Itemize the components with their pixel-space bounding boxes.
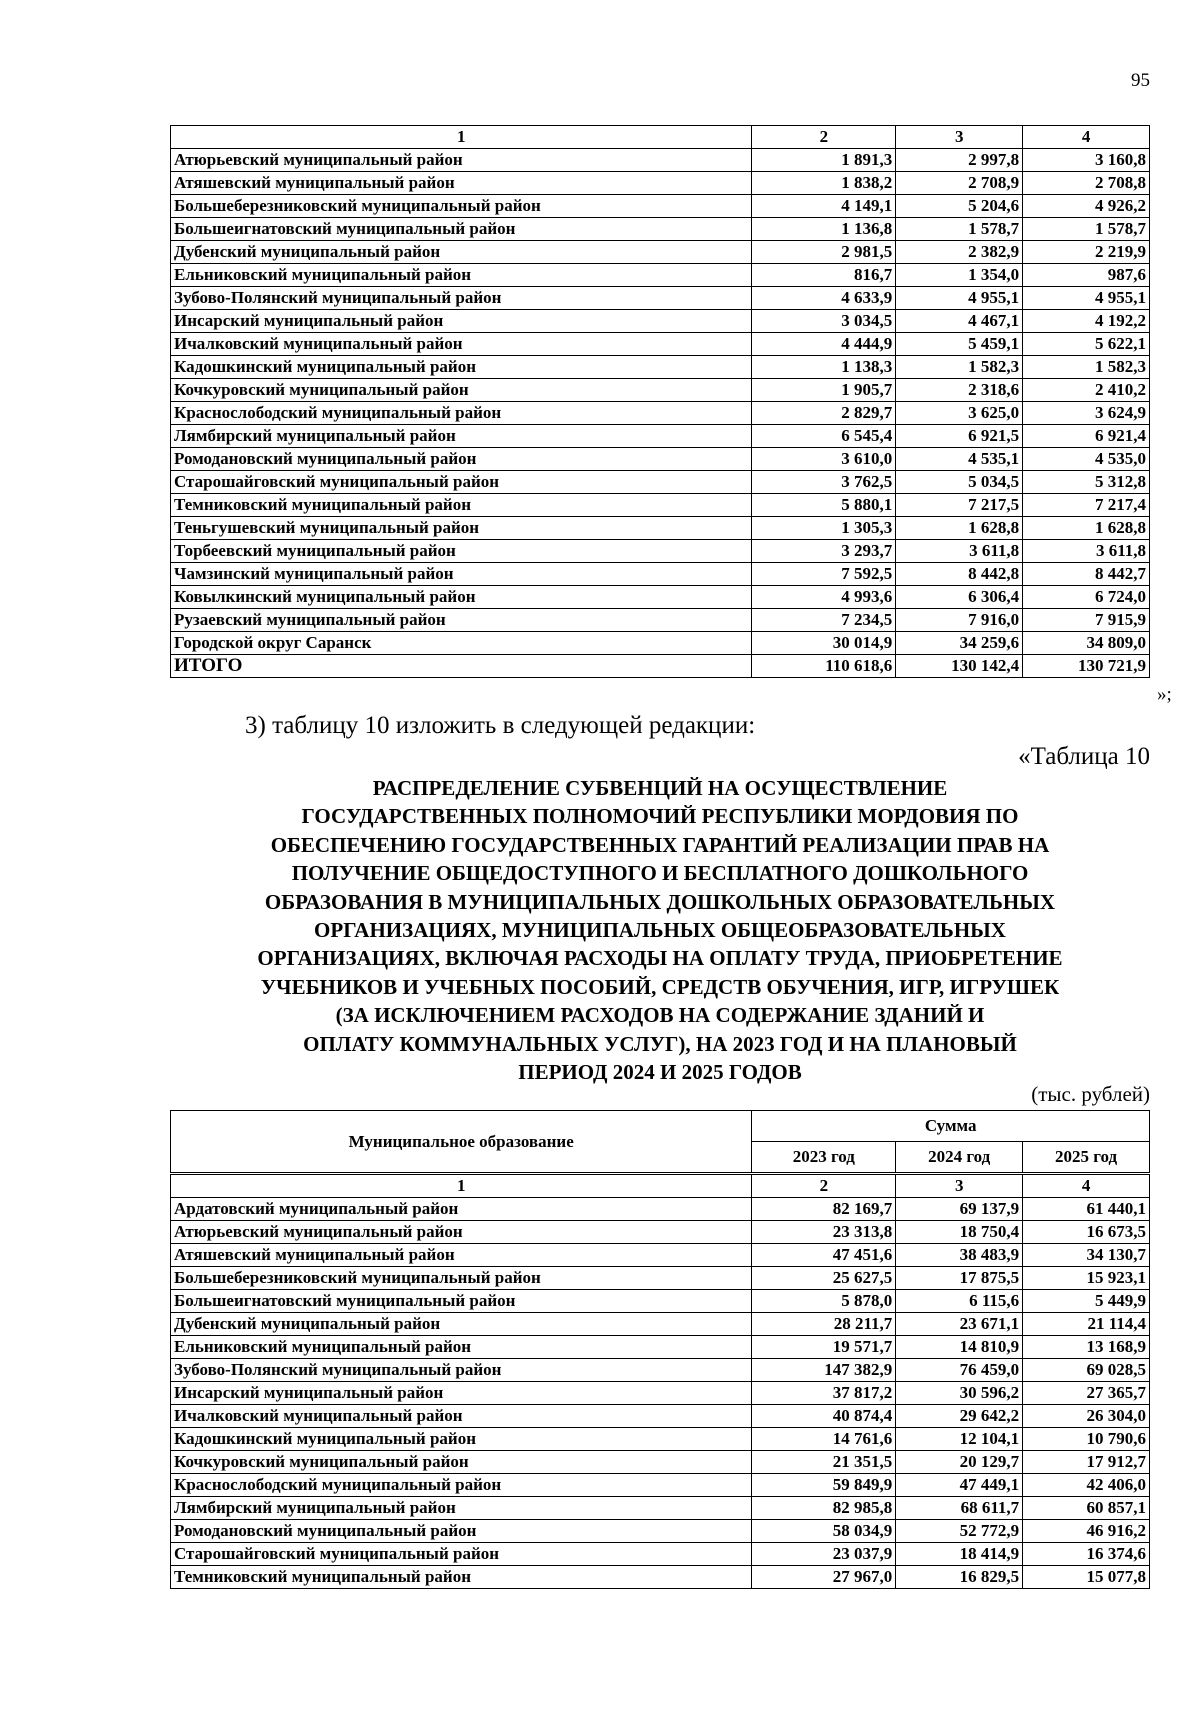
amount-cell: 21 114,4 <box>1023 1313 1150 1336</box>
table-row <box>171 1451 1150 1474</box>
amount-cell: 82 169,7 <box>752 1198 896 1221</box>
table-row <box>171 287 1150 310</box>
municipality-name: Инсарский муниципальный район <box>171 1382 752 1405</box>
table-title <box>170 774 1150 1086</box>
amount-cell: 37 817,2 <box>752 1382 896 1405</box>
amount-cell: 3 610,0 <box>752 448 896 471</box>
amount-cell: 15 077,8 <box>1023 1566 1150 1589</box>
municipality-name: Рузаевский муниципальный район <box>171 609 752 632</box>
amount-cell: 8 442,7 <box>1023 563 1150 586</box>
amount-cell: 1 905,7 <box>752 379 896 402</box>
instruction-text: 3) таблицу 10 изложить в следующей редакции: <box>245 712 756 739</box>
table-row <box>171 448 1150 471</box>
amount-cell: 19 571,7 <box>752 1336 896 1359</box>
table-row <box>171 1566 1150 1589</box>
table-row <box>171 1474 1150 1497</box>
table-top <box>170 125 1150 678</box>
municipality-name: Атюрьевский муниципальный район <box>171 149 752 172</box>
amount-cell: 5 312,8 <box>1023 471 1150 494</box>
amount-cell: 1 136,8 <box>752 218 896 241</box>
amount-cell: 3 762,5 <box>752 471 896 494</box>
amount-cell: 23 037,9 <box>752 1543 896 1566</box>
page-number: 95 <box>1131 70 1150 91</box>
table-row <box>171 1382 1150 1405</box>
table-row <box>171 1221 1150 1244</box>
amount-cell: 987,6 <box>1023 264 1150 287</box>
amount-cell: 16 829,5 <box>896 1566 1023 1589</box>
municipality-name: Ичалковский муниципальный район <box>171 333 752 356</box>
table-row <box>171 540 1150 563</box>
amount-cell: 5 459,1 <box>896 333 1023 356</box>
amount-cell: 46 916,2 <box>1023 1520 1150 1543</box>
title-line: ПОЛУЧЕНИЕ ОБЩЕДОСТУПНОГО И БЕСПЛАТНОГО ДОШКОЛЬНОГО <box>291 861 1029 886</box>
header-municipality: Муниципальное образование <box>171 1111 752 1173</box>
amount-cell: 23 313,8 <box>752 1221 896 1244</box>
amount-cell: 4 535,1 <box>896 448 1023 471</box>
amount-cell: 1 578,7 <box>1023 218 1150 241</box>
title-line: УЧЕБНИКОВ И УЧЕБНЫХ ПОСОБИЙ, СРЕДСТВ ОБУЧЕНИЯ, ИГР, ИГРУШЕК <box>260 974 1060 999</box>
amount-cell: 3 611,8 <box>896 540 1023 563</box>
amount-cell: 4 535,0 <box>1023 448 1150 471</box>
amount-cell: 4 192,2 <box>1023 310 1150 333</box>
table-row <box>171 1405 1150 1428</box>
amount-cell: 30 014,9 <box>752 632 896 655</box>
column-number: 1 <box>171 126 752 149</box>
table-row <box>171 632 1150 655</box>
amount-cell: 3 293,7 <box>752 540 896 563</box>
municipality-name: Ельниковский муниципальный район <box>171 264 752 287</box>
amount-cell: 6 724,0 <box>1023 586 1150 609</box>
municipality-name: Кадошкинский муниципальный район <box>171 1428 752 1451</box>
title-line: ОРГАНИЗАЦИЯХ, ВКЛЮЧАЯ РАСХОДЫ НА ОПЛАТУ ТРУДА, ПРИОБРЕТЕНИЕ <box>257 946 1063 971</box>
amount-cell: 23 671,1 <box>896 1313 1023 1336</box>
amount-cell: 21 351,5 <box>752 1451 896 1474</box>
title-line: (ЗА ИСКЛЮЧЕНИЕМ РАСХОДОВ НА СОДЕРЖАНИЕ ЗДАНИЙ И <box>335 1003 985 1028</box>
table-row <box>171 1198 1150 1221</box>
header-year: 2025 год <box>1023 1142 1150 1173</box>
column-number: 1 <box>171 1175 752 1198</box>
column-number-row <box>171 126 1150 149</box>
table-row <box>171 356 1150 379</box>
amount-cell: 12 104,1 <box>896 1428 1023 1451</box>
amount-cell: 38 483,9 <box>896 1244 1023 1267</box>
amount-cell: 69 028,5 <box>1023 1359 1150 1382</box>
table-row <box>171 1244 1150 1267</box>
municipality-name: Зубово-Полянский муниципальный район <box>171 287 752 310</box>
amount-cell: 7 217,5 <box>896 494 1023 517</box>
amount-cell: 6 115,6 <box>896 1290 1023 1313</box>
table-row <box>171 1520 1150 1543</box>
amount-cell: 1 305,3 <box>752 517 896 540</box>
amount-cell: 5 034,5 <box>896 471 1023 494</box>
municipality-name: Большеигнатовский муниципальный район <box>171 1290 752 1313</box>
amount-cell: 34 259,6 <box>896 632 1023 655</box>
column-number: 2 <box>752 126 896 149</box>
amount-cell: 1 628,8 <box>1023 517 1150 540</box>
amount-cell: 147 382,9 <box>752 1359 896 1382</box>
column-number: 2 <box>752 1175 896 1198</box>
table-row <box>171 310 1150 333</box>
amount-cell: 16 374,6 <box>1023 1543 1150 1566</box>
municipality-name: Старошайговский муниципальный район <box>171 471 752 494</box>
amount-cell: 7 234,5 <box>752 609 896 632</box>
amount-cell: 3 625,0 <box>896 402 1023 425</box>
header-year: 2023 год <box>752 1142 896 1173</box>
closing-mark: »; <box>1157 684 1172 705</box>
municipality-name: Большеигнатовский муниципальный район <box>171 218 752 241</box>
amount-cell: 3 624,9 <box>1023 402 1150 425</box>
amount-cell: 7 915,9 <box>1023 609 1150 632</box>
amount-cell: 2 382,9 <box>896 241 1023 264</box>
table-10 <box>170 1174 1150 1589</box>
amount-cell: 2 981,5 <box>752 241 896 264</box>
amount-cell: 68 611,7 <box>896 1497 1023 1520</box>
header-sum: Сумма <box>752 1111 1150 1142</box>
amount-cell: 69 137,9 <box>896 1198 1023 1221</box>
table-row <box>171 1428 1150 1451</box>
municipality-name: Лямбирский муниципальный район <box>171 1497 752 1520</box>
table-row <box>171 1290 1150 1313</box>
column-number: 3 <box>896 126 1023 149</box>
municipality-name: ИТОГО <box>171 655 752 678</box>
amount-cell: 2 829,7 <box>752 402 896 425</box>
municipality-name: Старошайговский муниципальный район <box>171 1543 752 1566</box>
amount-cell: 47 449,1 <box>896 1474 1023 1497</box>
municipality-name: Ельниковский муниципальный район <box>171 1336 752 1359</box>
amount-cell: 5 449,9 <box>1023 1290 1150 1313</box>
amount-cell: 61 440,1 <box>1023 1198 1150 1221</box>
amount-cell: 4 444,9 <box>752 333 896 356</box>
column-number: 3 <box>896 1175 1023 1198</box>
amount-cell: 7 592,5 <box>752 563 896 586</box>
municipality-name: Торбеевский муниципальный район <box>171 540 752 563</box>
amount-cell: 4 955,1 <box>896 287 1023 310</box>
amount-cell: 52 772,9 <box>896 1520 1023 1543</box>
municipality-name: Атяшевский муниципальный район <box>171 172 752 195</box>
amount-cell: 4 633,9 <box>752 287 896 310</box>
amount-cell: 18 750,4 <box>896 1221 1023 1244</box>
amount-cell: 26 304,0 <box>1023 1405 1150 1428</box>
municipality-name: Темниковский муниципальный район <box>171 1566 752 1589</box>
table-10-body <box>171 1175 1150 1589</box>
table-10-header <box>170 1110 1150 1173</box>
table-row <box>171 149 1150 172</box>
amount-cell: 82 985,8 <box>752 1497 896 1520</box>
amount-cell: 27 967,0 <box>752 1566 896 1589</box>
amount-cell: 5 204,6 <box>896 195 1023 218</box>
title-line: ОБРАЗОВАНИЯ В МУНИЦИПАЛЬНЫХ ДОШКОЛЬНЫХ ОБРАЗОВАТЕЛЬНЫХ <box>264 889 1056 914</box>
title-line: ГОСУДАРСТВЕННЫХ ПОЛНОМОЧИЙ РЕСПУБЛИКИ МОРДОВИЯ ПО <box>301 804 1019 829</box>
table-label: «Таблица 10 <box>1018 743 1150 770</box>
municipality-name: Ичалковский муниципальный район <box>171 1405 752 1428</box>
table-row <box>171 586 1150 609</box>
amount-cell: 6 921,5 <box>896 425 1023 448</box>
municipality-name: Теньгушевский муниципальный район <box>171 517 752 540</box>
title-line: ОБЕСПЕЧЕНИЮ ГОСУДАРСТВЕННЫХ ГАРАНТИЙ РЕАЛИЗАЦИИ ПРАВ НА <box>270 832 1050 857</box>
table-row <box>171 1336 1150 1359</box>
municipality-name: Ардатовский муниципальный район <box>171 1198 752 1221</box>
amount-cell: 34 130,7 <box>1023 1244 1150 1267</box>
table-row <box>171 1497 1150 1520</box>
amount-cell: 3 160,8 <box>1023 149 1150 172</box>
amount-cell: 1 582,3 <box>896 356 1023 379</box>
municipality-name: Кадошкинский муниципальный район <box>171 356 752 379</box>
amount-cell: 130 721,9 <box>1023 655 1150 678</box>
title-line: РАСПРЕДЕЛЕНИЕ СУБВЕНЦИЙ НА ОСУЩЕСТВЛЕНИЕ <box>372 776 948 800</box>
amount-cell: 7 916,0 <box>896 609 1023 632</box>
amount-cell: 14 810,9 <box>896 1336 1023 1359</box>
amount-cell: 25 627,5 <box>752 1267 896 1290</box>
table-row <box>171 333 1150 356</box>
municipality-name: Атюрьевский муниципальный район <box>171 1221 752 1244</box>
amount-cell: 1 838,2 <box>752 172 896 195</box>
amount-cell: 1 354,0 <box>896 264 1023 287</box>
table-row <box>171 1267 1150 1290</box>
amount-cell: 6 921,4 <box>1023 425 1150 448</box>
table-row <box>171 494 1150 517</box>
amount-cell: 27 365,7 <box>1023 1382 1150 1405</box>
amount-cell: 6 545,4 <box>752 425 896 448</box>
amount-cell: 5 880,1 <box>752 494 896 517</box>
amount-cell: 5 622,1 <box>1023 333 1150 356</box>
table-row <box>171 1359 1150 1382</box>
amount-cell: 8 442,8 <box>896 563 1023 586</box>
title-line: ПЕРИОД 2024 И 2025 ГОДОВ <box>518 1060 802 1085</box>
amount-cell: 5 878,0 <box>752 1290 896 1313</box>
amount-cell: 15 923,1 <box>1023 1267 1150 1290</box>
municipality-name: Ромодановский муниципальный район <box>171 1520 752 1543</box>
municipality-name: Краснослободский муниципальный район <box>171 402 752 425</box>
amount-cell: 2 219,9 <box>1023 241 1150 264</box>
municipality-name: Большеберезниковский муниципальный район <box>171 195 752 218</box>
table-top-body <box>171 126 1150 678</box>
amount-cell: 59 849,9 <box>752 1474 896 1497</box>
amount-cell: 60 857,1 <box>1023 1497 1150 1520</box>
title-line: ОПЛАТУ КОММУНАЛЬНЫХ УСЛУГ), НА 2023 ГОД И НА ПЛАНОВЫЙ <box>303 1031 1017 1056</box>
amount-cell: 17 875,5 <box>896 1267 1023 1290</box>
amount-cell: 20 129,7 <box>896 1451 1023 1474</box>
amount-cell: 4 149,1 <box>752 195 896 218</box>
municipality-name: Дубенский муниципальный район <box>171 241 752 264</box>
amount-cell: 130 142,4 <box>896 655 1023 678</box>
amount-cell: 14 761,6 <box>752 1428 896 1451</box>
amount-cell: 2 708,8 <box>1023 172 1150 195</box>
amount-cell: 3 611,8 <box>1023 540 1150 563</box>
municipality-name: Зубово-Полянский муниципальный район <box>171 1359 752 1382</box>
column-number-row <box>171 1175 1150 1198</box>
municipality-name: Краснослободский муниципальный район <box>171 1474 752 1497</box>
municipality-name: Лямбирский муниципальный район <box>171 425 752 448</box>
amount-cell: 1 891,3 <box>752 149 896 172</box>
table-row <box>171 609 1150 632</box>
amount-cell: 76 459,0 <box>896 1359 1023 1382</box>
column-number: 4 <box>1023 126 1150 149</box>
amount-cell: 1 138,3 <box>752 356 896 379</box>
municipality-name: Большеберезниковский муниципальный район <box>171 1267 752 1290</box>
table-row <box>171 517 1150 540</box>
table-row <box>171 1543 1150 1566</box>
municipality-name: Инсарский муниципальный район <box>171 310 752 333</box>
amount-cell: 29 642,2 <box>896 1405 1023 1428</box>
amount-cell: 18 414,9 <box>896 1543 1023 1566</box>
column-number: 4 <box>1023 1175 1150 1198</box>
table-row <box>171 563 1150 586</box>
amount-cell: 4 467,1 <box>896 310 1023 333</box>
municipality-name: Ромодановский муниципальный район <box>171 448 752 471</box>
amount-cell: 1 628,8 <box>896 517 1023 540</box>
title-line: ОРГАНИЗАЦИЯХ, МУНИЦИПАЛЬНЫХ ОБЩЕОБРАЗОВАТЕЛЬНЫХ <box>314 918 1006 943</box>
amount-cell: 1 582,3 <box>1023 356 1150 379</box>
table-row <box>171 264 1150 287</box>
amount-cell: 6 306,4 <box>896 586 1023 609</box>
table-row <box>171 1313 1150 1336</box>
amount-cell: 2 410,2 <box>1023 379 1150 402</box>
municipality-name: Чамзинский муниципальный район <box>171 563 752 586</box>
amount-cell: 4 926,2 <box>1023 195 1150 218</box>
table-row <box>171 241 1150 264</box>
amount-cell: 4 993,6 <box>752 586 896 609</box>
municipality-name: Атяшевский муниципальный район <box>171 1244 752 1267</box>
municipality-name: Дубенский муниципальный район <box>171 1313 752 1336</box>
header-year: 2024 год <box>896 1142 1023 1173</box>
amount-cell: 34 809,0 <box>1023 632 1150 655</box>
amount-cell: 28 211,7 <box>752 1313 896 1336</box>
table-row <box>171 172 1150 195</box>
amount-cell: 42 406,0 <box>1023 1474 1150 1497</box>
municipality-name: Кочкуровский муниципальный район <box>171 1451 752 1474</box>
municipality-name: Кочкуровский муниципальный район <box>171 379 752 402</box>
amount-cell: 47 451,6 <box>752 1244 896 1267</box>
amount-cell: 3 034,5 <box>752 310 896 333</box>
amount-cell: 13 168,9 <box>1023 1336 1150 1359</box>
amount-cell: 17 912,7 <box>1023 1451 1150 1474</box>
municipality-name: Городской округ Саранск <box>171 632 752 655</box>
table-row <box>171 471 1150 494</box>
table-row <box>171 425 1150 448</box>
amount-cell: 816,7 <box>752 264 896 287</box>
amount-cell: 16 673,5 <box>1023 1221 1150 1244</box>
table-row <box>171 379 1150 402</box>
amount-cell: 30 596,2 <box>896 1382 1023 1405</box>
table-row <box>171 402 1150 425</box>
amount-cell: 4 955,1 <box>1023 287 1150 310</box>
table-row <box>171 218 1150 241</box>
table-row <box>171 195 1150 218</box>
amount-cell: 40 874,4 <box>752 1405 896 1428</box>
municipality-name: Ковылкинский муниципальный район <box>171 586 752 609</box>
amount-cell: 7 217,4 <box>1023 494 1150 517</box>
amount-cell: 1 578,7 <box>896 218 1023 241</box>
amount-cell: 10 790,6 <box>1023 1428 1150 1451</box>
municipality-name: Темниковский муниципальный район <box>171 494 752 517</box>
amount-cell: 110 618,6 <box>752 655 896 678</box>
amount-cell: 2 997,8 <box>896 149 1023 172</box>
amount-cell: 58 034,9 <box>752 1520 896 1543</box>
units-label: (тыс. рублей) <box>1031 1082 1150 1106</box>
total-row <box>171 655 1150 678</box>
amount-cell: 2 318,6 <box>896 379 1023 402</box>
amount-cell: 2 708,9 <box>896 172 1023 195</box>
